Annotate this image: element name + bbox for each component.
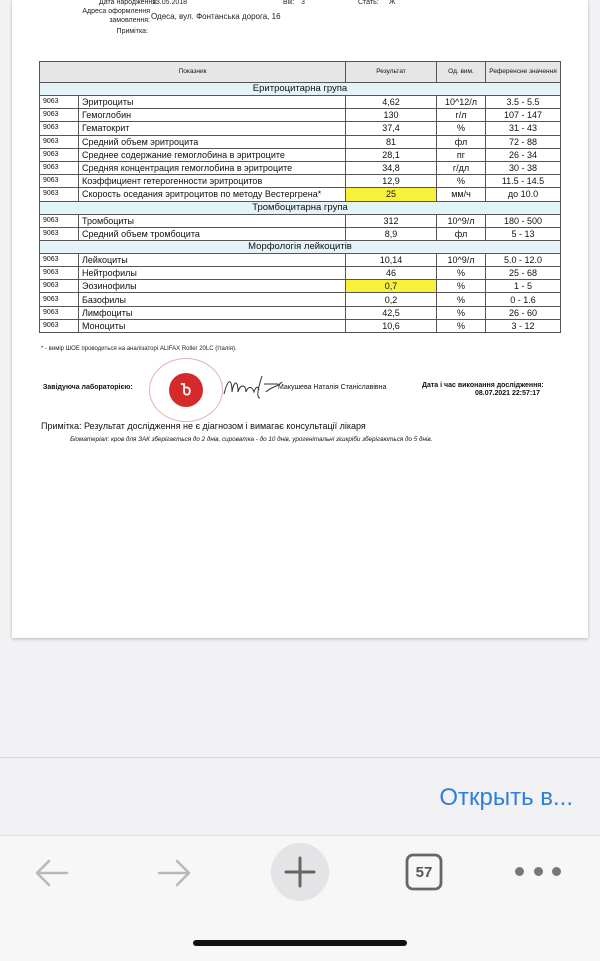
test-result: 8,9: [346, 227, 437, 240]
test-reference: 11.5 - 14.5: [486, 175, 561, 188]
col-indicator: Показник: [40, 62, 346, 83]
group-title: Еритроцитарна група: [40, 83, 561, 96]
table-row: [40, 109, 561, 122]
test-unit: %: [437, 306, 486, 319]
test-result: 130: [346, 109, 437, 122]
stamp-logo-icon: Ⴆ: [169, 373, 203, 407]
age-label: Вік:: [283, 0, 295, 6]
table-row: [40, 253, 561, 266]
test-name: Эритроциты: [79, 96, 346, 109]
table-row: [40, 122, 561, 135]
test-unit: %: [437, 122, 486, 135]
test-result: 0,7: [346, 280, 437, 293]
test-unit: фл: [437, 135, 486, 148]
test-reference: 72 - 88: [486, 135, 561, 148]
test-name: Средняя концентрация гемоглобина в эритроците: [79, 161, 346, 174]
test-name: Тромбоциты: [79, 214, 346, 227]
test-name: Эозинофилы: [79, 280, 346, 293]
lab-head-label: Завідуюча лабораторією:: [43, 384, 133, 391]
divider: [0, 757, 600, 758]
test-unit: %: [437, 280, 486, 293]
test-name: Гематокрит: [79, 122, 346, 135]
table-row: [40, 188, 561, 201]
test-code: 9063: [40, 175, 79, 188]
signature-image: [222, 372, 284, 402]
test-name: Гемоглобин: [79, 109, 346, 122]
test-reference: 0 - 1.6: [486, 293, 561, 306]
test-reference: 31 - 43: [486, 122, 561, 135]
test-unit: пг: [437, 148, 486, 161]
test-reference: 107 - 147: [486, 109, 561, 122]
lab-stamp-image: [149, 358, 223, 422]
group-row: [40, 240, 561, 253]
test-name: Лейкоциты: [79, 253, 346, 266]
table-header-row: [40, 62, 561, 83]
group-row: [40, 201, 561, 214]
test-code: 9063: [40, 293, 79, 306]
address-value: Одеса, вул. Фонтанська дорога, 16: [151, 12, 281, 21]
test-result: 10,14: [346, 253, 437, 266]
table-row: [40, 214, 561, 227]
test-reference: 5.0 - 12.0: [486, 253, 561, 266]
test-result: 4,62: [346, 96, 437, 109]
new-tab-button[interactable]: [271, 843, 329, 901]
test-name: Средний объем тромбоцита: [79, 227, 346, 240]
pdf-page: [12, 0, 588, 638]
col-reference: Референсне значення: [486, 62, 561, 83]
test-result: 37,4: [346, 122, 437, 135]
test-code: 9063: [40, 319, 79, 332]
test-result: 81: [346, 135, 437, 148]
test-result: 42,5: [346, 306, 437, 319]
test-result: 25: [346, 188, 437, 201]
table-row: [40, 227, 561, 240]
test-unit: г/л: [437, 109, 486, 122]
col-unit: Од. вим.: [437, 62, 486, 83]
test-name: Средний объем эритроцита: [79, 135, 346, 148]
footnote: * - вимір ШОЕ проводиться на аналізаторі ALIFAX Roller 20LC (Італія).: [41, 346, 237, 352]
test-code: 9063: [40, 96, 79, 109]
table-row: [40, 306, 561, 319]
test-result: 312: [346, 214, 437, 227]
test-unit: г/дл: [437, 161, 486, 174]
test-unit: %: [437, 293, 486, 306]
test-reference: 3 - 12: [486, 319, 561, 332]
more-dots-icon[interactable]: [515, 862, 561, 880]
open-in-button[interactable]: Открыть в...: [439, 784, 573, 811]
tab-count: 57: [415, 863, 433, 881]
test-unit: 10^9/л: [437, 214, 486, 227]
test-result: 12,9: [346, 175, 437, 188]
test-reference: 30 - 38: [486, 161, 561, 174]
test-code: 9063: [40, 267, 79, 280]
table-row: [40, 267, 561, 280]
test-reference: до 10.0: [486, 188, 561, 201]
test-unit: мм/ч: [437, 188, 486, 201]
test-code: 9063: [40, 227, 79, 240]
test-result: 10,6: [346, 319, 437, 332]
exec-label: Дата і час виконання дослідження:: [422, 382, 544, 389]
arrow-left-icon: [31, 858, 71, 888]
lab-head-name: Макушева Наталія Станіславівна: [278, 384, 387, 391]
test-code: 9063: [40, 280, 79, 293]
age-value: 3: [301, 0, 305, 6]
dob-value: 13.05.2018: [152, 0, 188, 6]
address-label: Адреса оформлення замовлення:: [82, 8, 150, 24]
table-row: [40, 148, 561, 161]
table-row: [40, 280, 561, 293]
test-name: Среднее содержание гемоглобина в эритроците: [79, 148, 346, 161]
test-result: 28,1: [346, 148, 437, 161]
lab-results-table: [39, 61, 561, 333]
test-code: 9063: [40, 109, 79, 122]
test-code: 9063: [40, 148, 79, 161]
test-unit: 10^9/л: [437, 253, 486, 266]
test-code: 9063: [40, 253, 79, 266]
group-row: [40, 83, 561, 96]
test-unit: %: [437, 267, 486, 280]
dob-label: Дата народження:: [99, 0, 158, 6]
test-result: 34,8: [346, 161, 437, 174]
test-reference: 3.5 - 5.5: [486, 96, 561, 109]
test-reference: 5 - 13: [486, 227, 561, 240]
test-reference: 26 - 34: [486, 148, 561, 161]
test-unit: фл: [437, 227, 486, 240]
test-name: Лимфоциты: [79, 306, 346, 319]
test-result: 0,2: [346, 293, 437, 306]
table-row: [40, 96, 561, 109]
table-row: [40, 135, 561, 148]
home-indicator: [193, 940, 407, 946]
test-reference: 180 - 500: [486, 214, 561, 227]
test-code: 9063: [40, 306, 79, 319]
forward-button[interactable]: [150, 848, 200, 898]
col-result: Результат: [346, 62, 437, 83]
test-name: Скорость оседания эритроцитов по методу Вестергрена*: [79, 188, 346, 201]
exec-value: 08.07.2021 22:57:17: [475, 390, 540, 397]
test-code: 9063: [40, 161, 79, 174]
sex-value: Ж: [389, 0, 396, 6]
table-row: [40, 293, 561, 306]
test-unit: %: [437, 175, 486, 188]
group-title: Морфологія лейкоцитів: [40, 240, 561, 253]
plus-icon: [283, 855, 317, 889]
test-unit: 10^12/л: [437, 96, 486, 109]
test-code: 9063: [40, 135, 79, 148]
table-row: [40, 175, 561, 188]
sex-label: Стать:: [358, 0, 379, 6]
test-reference: 26 - 60: [486, 306, 561, 319]
test-code: 9063: [40, 122, 79, 135]
test-code: 9063: [40, 214, 79, 227]
group-title: Тромбоцитарна група: [40, 201, 561, 214]
test-name: Коэффициент гетерогенности эритроцитов: [79, 175, 346, 188]
test-result: 46: [346, 267, 437, 280]
table-row: [40, 161, 561, 174]
test-code: 9063: [40, 188, 79, 201]
note-label: Примітка:: [116, 28, 148, 35]
biomaterial-text: Біоматеріал: кров для ЗАК зберігається до 2 днів, сироватка - до 10 днів, урогенітальні зішкріби зберігаються до 5 днів.: [70, 436, 433, 443]
back-button[interactable]: [26, 848, 76, 898]
test-name: Нейтрофилы: [79, 267, 346, 280]
test-name: Базофилы: [79, 293, 346, 306]
test-reference: 1 - 5: [486, 280, 561, 293]
note-text: Примітка: Результат дослідження не є діагнозом і вимагає консультації лікаря: [41, 421, 366, 431]
test-name: Моноциты: [79, 319, 346, 332]
test-reference: 25 - 68: [486, 267, 561, 280]
arrow-right-icon: [155, 858, 195, 888]
table-row: [40, 319, 561, 332]
test-unit: %: [437, 319, 486, 332]
